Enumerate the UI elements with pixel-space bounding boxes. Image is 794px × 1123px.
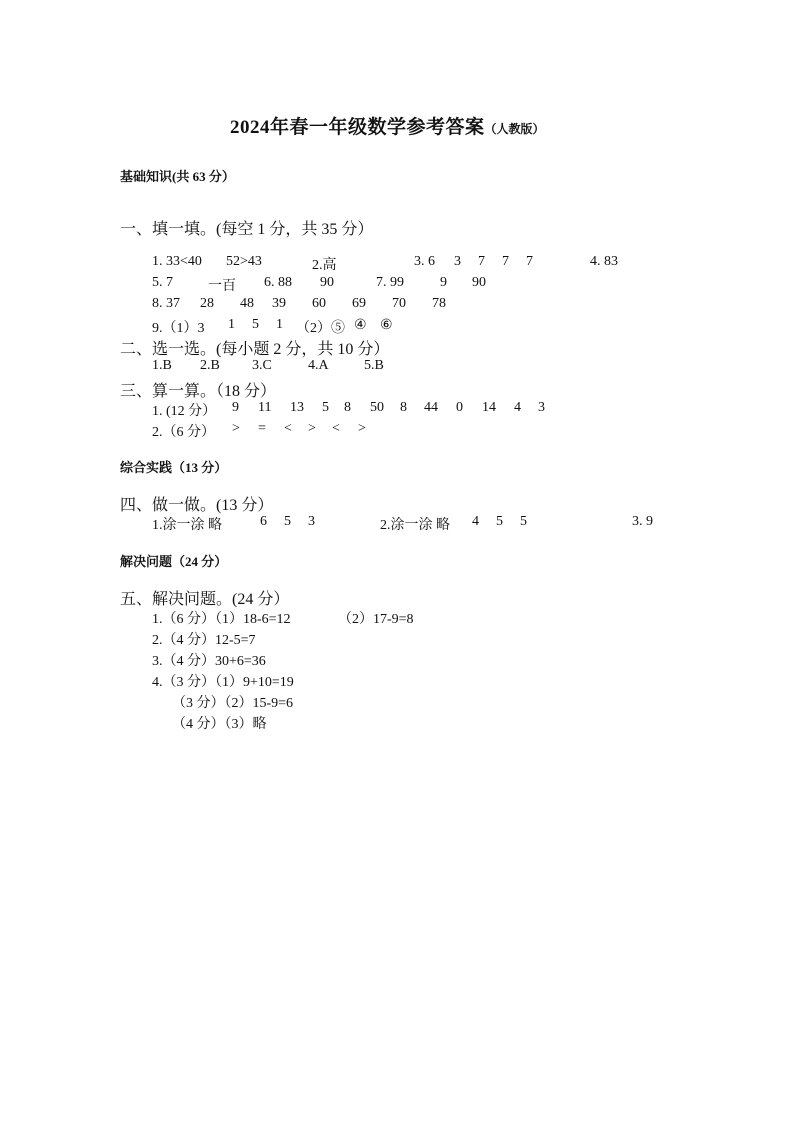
- answer-cell: ④: [354, 318, 367, 333]
- answer-cell: 1. (12 分）: [152, 404, 217, 419]
- answer-cell: 3. 9: [632, 514, 653, 529]
- answer-cell: 2.B: [200, 358, 220, 373]
- answer-cell: >: [308, 421, 316, 436]
- answer-cell: 70: [392, 296, 406, 311]
- q3-answer-row-2: [152, 421, 572, 441]
- answer-cell: 5.B: [364, 358, 384, 373]
- answer-cell: ⑥: [380, 318, 393, 333]
- q2-answer-row-1: [152, 358, 552, 378]
- answer-cell: （2）⑤: [296, 321, 345, 336]
- answer-cell: 5: [252, 317, 259, 332]
- answer-cell: 3.C: [252, 358, 272, 373]
- answer-cell: 7: [502, 254, 509, 269]
- q1-heading: 一、填一填。(每空 1 分，共 35 分）: [120, 221, 374, 238]
- answer-cell: 52>43: [226, 254, 262, 269]
- answer-cell: >: [358, 421, 366, 436]
- answer-cell: 8: [344, 400, 351, 415]
- q1-answer-row-2: [152, 275, 712, 295]
- answer-cell: 11: [258, 400, 272, 415]
- q5-answer-row-5: （3 分）（2）15-9=6: [172, 696, 294, 711]
- answer-cell: 3: [538, 400, 545, 415]
- answer-cell: 1.B: [152, 358, 172, 373]
- answer-cell: 3: [308, 514, 315, 529]
- answer-cell: 2.涂一涂 略: [380, 518, 450, 533]
- q3-heading: 三、算一算。（18 分）: [120, 383, 277, 400]
- answer-cell: 1. 33<40: [152, 254, 202, 269]
- answer-cell: 5. 7: [152, 275, 173, 290]
- answer-cell: 78: [432, 296, 446, 311]
- q5-answer-row-4: 4.（3 分）（1）9+10=19: [152, 675, 294, 690]
- answer-cell: 5: [322, 400, 329, 415]
- section-comprehensive-practice: 综合实践（13 分）: [120, 460, 228, 475]
- answer-cell: 5: [284, 514, 291, 529]
- q5-answer-row-3: 3.（4 分）30+6=36: [152, 654, 266, 669]
- q2-heading: 二、选一选。(每小题 2 分，共 10 分）: [120, 341, 390, 358]
- answer-cell: 6: [260, 514, 267, 529]
- answer-cell: 0: [456, 400, 463, 415]
- q4-heading: 四、做一做。(13 分）: [120, 497, 274, 514]
- answer-cell: （2）17-9=8: [338, 612, 414, 627]
- answer-cell: 1.（6 分）（1）18-6=12: [152, 612, 291, 627]
- document-title: [230, 112, 545, 139]
- title-edition: （人教版）: [484, 122, 545, 136]
- answer-cell: 39: [272, 296, 286, 311]
- answer-cell: =: [258, 421, 266, 436]
- answer-cell: 9.（1）3: [152, 321, 205, 336]
- q5-heading: 五、解决问题。(24 分）: [120, 591, 290, 608]
- answer-cell: 48: [240, 296, 254, 311]
- answer-cell: >: [232, 421, 240, 436]
- answer-cell: 7: [478, 254, 485, 269]
- section-problem-solving: 解决问题（24 分）: [120, 554, 228, 569]
- answer-cell: 1: [276, 317, 283, 332]
- answer-cell: 13: [290, 400, 304, 415]
- answer-cell: 4: [472, 514, 479, 529]
- answer-cell: 14: [482, 400, 496, 415]
- answer-cell: 28: [200, 296, 214, 311]
- answer-cell: 2.（6 分）: [152, 425, 215, 440]
- answer-cell: 4: [514, 400, 521, 415]
- q5-answer-row-6: （4 分）（3）略: [172, 717, 267, 732]
- answer-cell: 4.A: [308, 358, 329, 373]
- answer-cell: 44: [424, 400, 438, 415]
- q1-answer-row-1: [152, 254, 712, 274]
- q5-answer-row-2: 2.（4 分）12-5=7: [152, 633, 256, 648]
- answer-cell: 90: [320, 275, 334, 290]
- answer-cell: 2.高: [312, 258, 337, 273]
- answer-cell: 一百: [208, 279, 236, 294]
- q3-answer-row-1: [152, 400, 572, 420]
- answer-cell: 4. 83: [590, 254, 618, 269]
- answer-cell: 6. 88: [264, 275, 292, 290]
- answer-cell: 8: [400, 400, 407, 415]
- answer-cell: 7. 99: [376, 275, 404, 290]
- answer-cell: 90: [472, 275, 486, 290]
- answer-cell: <: [284, 421, 292, 436]
- answer-cell: 50: [370, 400, 384, 415]
- q4-answer-row-1: [152, 514, 672, 534]
- q1-answer-row-3: [152, 296, 712, 316]
- q1-answer-row-4: [152, 317, 712, 337]
- answer-cell: 5: [520, 514, 527, 529]
- answer-cell: 1: [228, 317, 235, 332]
- answer-cell: 69: [352, 296, 366, 311]
- title-main: 2024年春一年级数学参考答案: [230, 117, 485, 138]
- answer-cell: <: [332, 421, 340, 436]
- answer-cell: 1.涂一涂 略: [152, 518, 222, 533]
- q5-answer-row-1: [152, 608, 552, 628]
- section-basic-knowledge: 基础知识(共 63 分）: [120, 169, 235, 184]
- answer-cell: 9: [232, 400, 239, 415]
- answer-cell: 7: [526, 254, 533, 269]
- answer-cell: 9: [440, 275, 447, 290]
- answer-cell: 5: [496, 514, 503, 529]
- answer-cell: 3: [454, 254, 461, 269]
- answer-cell: 3. 6: [414, 254, 435, 269]
- answer-cell: 8. 37: [152, 296, 180, 311]
- answer-cell: 60: [312, 296, 326, 311]
